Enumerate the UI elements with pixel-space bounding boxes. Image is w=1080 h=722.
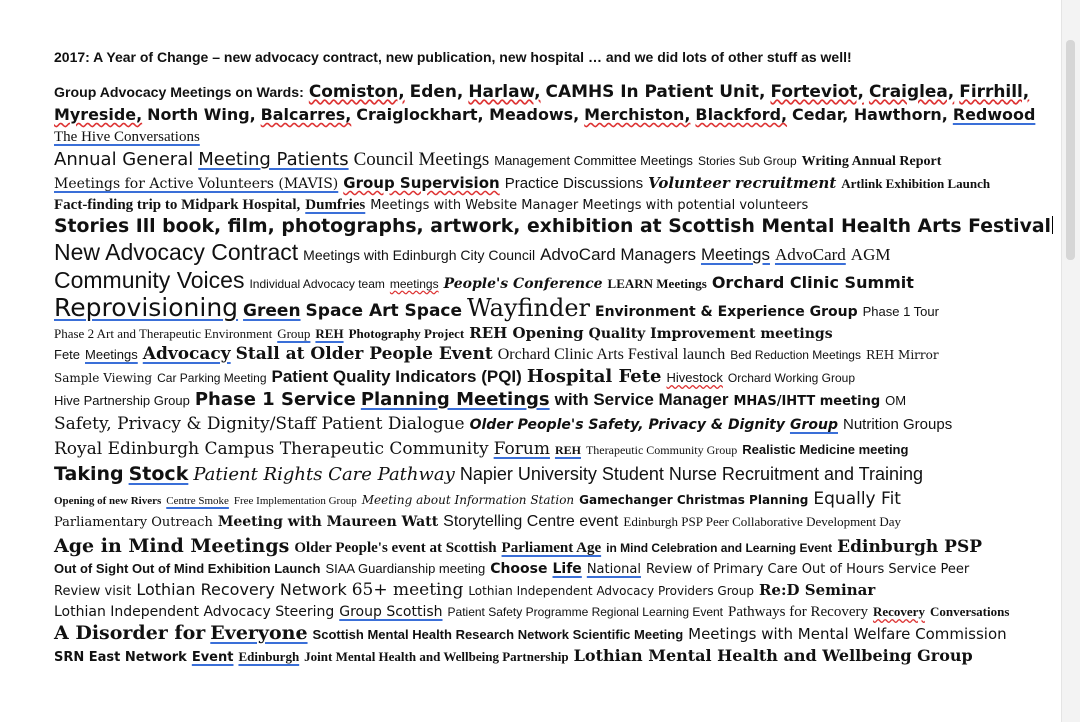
cloud-phrase: with Service Manager: [554, 390, 729, 409]
cloud-phrase: Harlaw,: [468, 81, 541, 101]
scrollbar-thumb[interactable]: [1066, 40, 1075, 260]
cloud-phrase: Forteviot,: [770, 81, 864, 101]
cloud-phrase: People's Conference: [443, 276, 603, 292]
cloud-phrase: Merchiston,: [584, 105, 691, 124]
cloud-phrase: Gamechanger Christmas Planning: [579, 493, 809, 507]
cloud-phrase: Patient Rights Care Pathway: [193, 464, 455, 485]
cloud-phrase: OM: [885, 393, 907, 408]
cloud-phrase: Patient Quality Indicators (PQI): [271, 367, 522, 386]
cloud-phrase: Blackford,: [695, 105, 788, 124]
cloud-line: [54, 127, 1044, 147]
cloud-line: [54, 622, 1044, 645]
cloud-phrase: MHAS/IHTT meeting: [733, 394, 881, 409]
cloud-phrase: LEARN Meetings: [607, 276, 707, 291]
cloud-phrase: Hospital Fete: [526, 366, 662, 387]
cloud-phrase: Equally Fit: [813, 489, 901, 509]
cloud-phrase: Cedar, Hawthorn,: [792, 105, 948, 124]
cloud-phrase: Eden,: [409, 81, 464, 101]
cloud-phrase: New Advocacy Contract: [54, 239, 299, 265]
cloud-line: [54, 147, 1044, 172]
cloud-phrase: Review of Primary Care Out of Hours Service Peer: [645, 562, 970, 577]
cloud-phrase: Environment & Experience Group: [595, 304, 858, 320]
cloud-phrase: National: [586, 562, 641, 577]
cloud-phrase: Phase 1 Tour: [862, 304, 939, 319]
cloud-line: [54, 322, 1044, 344]
cloud-line: [54, 215, 1052, 239]
cloud-phrase: SRN East Network: [54, 650, 187, 665]
vertical-scrollbar[interactable]: [1061, 0, 1080, 722]
cloud-phrase: Older People's event at Scottish: [294, 540, 497, 556]
cloud-phrase: Forum: [493, 439, 550, 459]
cloud-phrase: Fete: [54, 347, 81, 362]
cloud-line: [54, 103, 1044, 127]
cloud-phrase: Older People's Safety, Privacy & Dignity: [469, 417, 785, 433]
cloud-phrase: Stories Sub Group: [697, 154, 797, 168]
cloud-phrase: Hivestock: [666, 370, 723, 385]
cloud-phrase: AdvoCard: [774, 245, 846, 264]
cloud-phrase: Comiston,: [308, 81, 405, 101]
cloud-phrase: Centre Smoke: [166, 495, 229, 507]
cloud-phrase: REH Opening: [469, 324, 584, 342]
cloud-phrase: Group: [789, 417, 838, 433]
cloud-phrase: Space Art Space: [305, 301, 463, 321]
cloud-phrase: Volunteer recruitment: [648, 174, 837, 192]
cloud-phrase: Phase 1 Service: [194, 389, 356, 410]
cloud-phrase: Opening of new Rivers: [54, 495, 162, 507]
cloud-phrase: Annual General: [54, 149, 194, 170]
cloud-phrase: Meeting with Maureen Watt: [217, 514, 439, 530]
cloud-phrase: Dumfries: [305, 197, 366, 213]
cloud-line: [54, 365, 1044, 388]
cloud-phrase: Conversations: [929, 604, 1010, 619]
cloud-phrase: Stories Ill book, film, photographs, artwork, exhibition at Scottish Mental Health Arts Festival: [54, 216, 1052, 237]
cloud-phrase: The Hive Conversations: [54, 129, 200, 145]
cloud-phrase: Recovery: [872, 604, 925, 619]
text-cursor: [1052, 216, 1053, 234]
cloud-phrase: Out of Sight Out of Mind Exhibition Launch: [54, 561, 321, 576]
cloud-phrase: Meeting about Information Station: [361, 493, 575, 507]
cloud-line: [54, 558, 1044, 579]
cloud-line: [54, 461, 1044, 488]
cloud-phrase: Balcarres,: [260, 105, 352, 124]
cloud-phrase: Group Scottish: [339, 604, 443, 620]
cloud-phrase: Practice Discussions: [504, 175, 644, 192]
cloud-phrase: Planning Meetings: [360, 389, 550, 410]
cloud-line: [54, 510, 1044, 534]
cloud-phrase: 65+ meeting: [351, 580, 464, 600]
cloud-phrase: in Mind Celebration and Learning Event: [606, 541, 833, 555]
cloud-phrase: Meetings: [700, 245, 770, 264]
cloud-phrase: meetings: [389, 277, 439, 291]
cloud-phrase: CAMHS In Patient Unit,: [545, 81, 766, 101]
cloud-phrase: Wayfinder: [467, 294, 590, 322]
cloud-phrase: Writing Annual Report: [801, 154, 942, 169]
cloud-phrase: Stock: [128, 463, 189, 485]
cloud-phrase: REH: [554, 443, 581, 457]
cloud-phrase: Council Meetings: [353, 149, 490, 170]
cloud-phrase: Craiglockhart, Meadows,: [356, 105, 580, 124]
cloud-phrase: Edinburgh: [238, 649, 300, 664]
cloud-phrase: Management Committee Meetings: [494, 153, 693, 168]
cloud-phrase: AdvoCard Managers: [540, 245, 696, 264]
cloud-line: [54, 239, 1044, 266]
cloud-line: [54, 266, 1044, 294]
cloud-phrase: Edinburgh PSP Peer Collaborative Development Day: [623, 514, 902, 529]
cloud-phrase: A Disorder for: [54, 622, 206, 644]
cloud-phrase: Meetings with Mental Welfare Commission: [688, 625, 1007, 643]
cloud-phrase: REH Mirror: [865, 348, 939, 362]
cloud-line: [54, 579, 1044, 601]
cloud-phrase: Review visit: [54, 584, 132, 599]
cloud-line: [54, 437, 1044, 461]
cloud-phrase: Phase 2 Art and Therapeutic Environment: [54, 326, 273, 341]
cloud-phrase: Orchard Working Group: [727, 371, 856, 385]
cloud-phrase: Photography Project: [348, 326, 465, 341]
cloud-phrase: Edinburgh PSP: [837, 537, 983, 557]
cloud-phrase: Individual Advocacy team: [249, 277, 385, 291]
cloud-line: [54, 601, 1044, 622]
cloud-phrase: Pathways for Recovery: [728, 604, 868, 620]
cloud-phrase: Scottish Mental Health Research Network Scientific Meeting: [312, 627, 684, 642]
cloud-phrase: Bed Reduction Meetings: [730, 348, 861, 362]
cloud-line: [54, 344, 1044, 365]
cloud-phrase: AGM: [850, 245, 891, 264]
cloud-phrase: SIAA Guardianship meeting: [325, 561, 486, 576]
cloud-phrase: Choose: [490, 561, 548, 577]
cloud-phrase: Meeting Patients: [198, 149, 349, 170]
cloud-phrase: and Training: [823, 464, 924, 484]
cloud-line: [54, 194, 1044, 215]
cloud-phrase: Safety, Privacy & Dignity/Staff Patient Dialogue: [54, 414, 465, 434]
cloud-phrase: Community Voices: [54, 267, 245, 293]
cloud-phrase: Firrhill,: [959, 81, 1030, 101]
cloud-line: [54, 645, 1044, 666]
cloud-line: [54, 172, 1044, 194]
cloud-phrase: Group: [277, 326, 311, 341]
cloud-phrase: Taking: [54, 463, 124, 485]
cloud-phrase: REH: [315, 326, 344, 341]
cloud-phrase: Life: [552, 561, 582, 577]
cloud-line: [54, 388, 1044, 412]
cloud-phrase: Lothian Independent Advocacy Steering: [54, 604, 335, 620]
cloud-line: [54, 294, 1044, 322]
cloud-phrase: Nutrition Groups: [842, 416, 953, 433]
cloud-phrase: Artlink Exhibition Launch: [841, 176, 991, 191]
cloud-phrase: Lothian Independent Advocacy Providers Group: [468, 584, 754, 598]
cloud-phrase: Meetings with Website Manager Meetings with potential volunteers: [370, 198, 809, 213]
cloud-phrase: Lothian Mental Health and Wellbeing Group: [573, 646, 973, 665]
cloud-phrase: Hive Partnership Group: [54, 393, 190, 408]
cloud-phrase: Fact-finding trip to Midpark Hospital,: [54, 197, 301, 213]
cloud-phrase: Redwood: [952, 105, 1036, 124]
cloud-phrase: Reprovisioning: [54, 293, 239, 322]
document-title: 2017: A Year of Change – new advocacy contract, new publication, new hospital … and we did lots of other stuff as well!: [54, 49, 852, 65]
cloud-line: [54, 488, 1044, 510]
cloud-phrase: Parliamentary Outreach: [54, 515, 213, 530]
cloud-phrase: Sample Viewing: [54, 371, 153, 385]
cloud-phrase: Group Advocacy Meetings on Wards:: [54, 84, 304, 100]
word-cloud: [54, 79, 1052, 666]
cloud-phrase: Storytelling Centre event: [443, 513, 619, 530]
cloud-phrase: Event: [191, 650, 234, 665]
cloud-phrase: Meetings: [85, 347, 138, 362]
cloud-phrase: Meetings for Active Volunteers (MAVIS): [54, 176, 339, 192]
cloud-line: [54, 412, 1044, 437]
cloud-phrase: Realistic Medicine meeting: [742, 442, 909, 457]
cloud-phrase: Lothian Recovery Network: [136, 580, 347, 599]
cloud-phrase: Therapeutic Community Group: [585, 443, 738, 457]
cloud-phrase: Advocacy: [142, 344, 231, 364]
cloud-phrase: Joint Mental Health and Wellbeing Partnership: [304, 649, 569, 664]
cloud-phrase: Orchard Clinic Summit: [711, 273, 914, 292]
cloud-phrase: Re:D Seminar: [758, 581, 876, 599]
cloud-phrase: Quality Improvement meetings: [588, 326, 833, 342]
cloud-phrase: Craiglea,: [868, 81, 955, 101]
cloud-phrase: Napier University Student Nurse Recruitment: [459, 464, 819, 484]
cloud-phrase: Free Implementation Group: [233, 495, 357, 507]
cloud-phrase: Orchard Clinic Arts Festival launch: [497, 346, 726, 363]
cloud-line: [54, 534, 1044, 558]
cloud-phrase: Parliament Age: [501, 540, 602, 556]
cloud-phrase: Everyone: [210, 622, 308, 644]
cloud-phrase: Patient Safety Programme Regional Learning Event: [447, 605, 724, 619]
cloud-phrase: Group Supervision: [343, 174, 500, 192]
cloud-phrase: Age in Mind Meetings: [54, 535, 290, 557]
cloud-phrase: Myreside,: [54, 105, 143, 124]
cloud-phrase: Royal Edinburgh Campus Therapeutic Community: [54, 439, 489, 459]
cloud-phrase: Green: [243, 301, 301, 321]
cloud-line: [54, 79, 1044, 103]
cloud-phrase: North Wing,: [147, 105, 256, 124]
document-body[interactable]: [54, 49, 1052, 666]
cloud-phrase: Stall at Older People Event: [235, 344, 493, 364]
cloud-phrase: Car Parking Meeting: [157, 371, 267, 385]
cloud-phrase: Meetings with Edinburgh City Council: [303, 247, 536, 263]
